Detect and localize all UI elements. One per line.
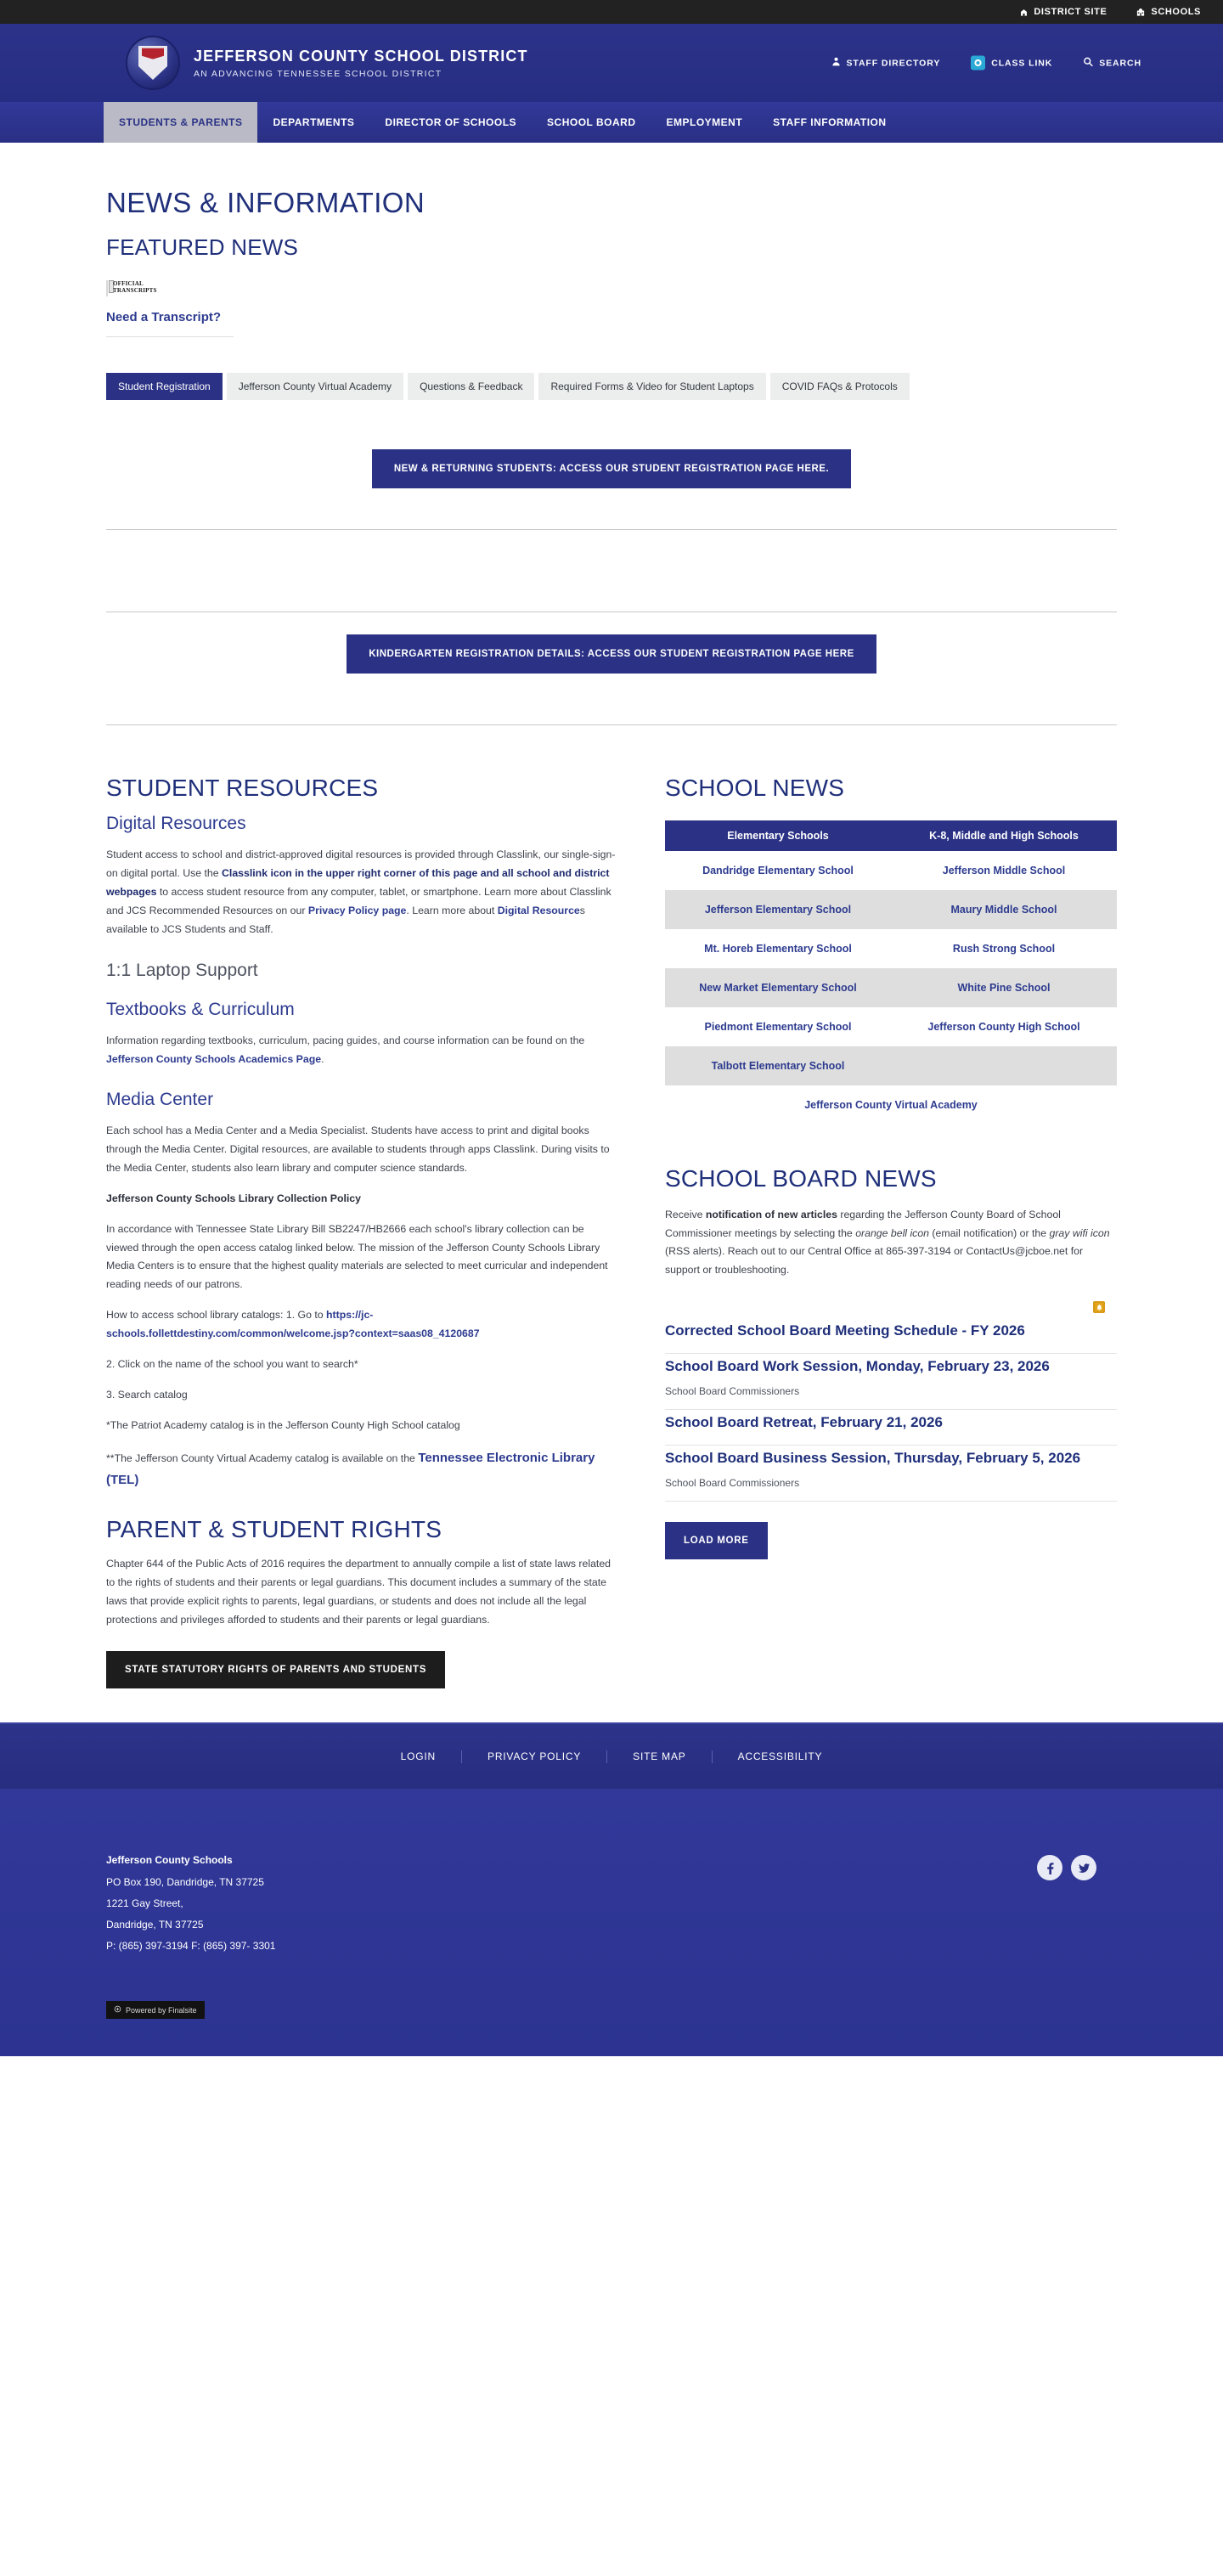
content-columns xyxy=(106,775,1117,1688)
footer-nav xyxy=(375,1750,848,1762)
main-navigation xyxy=(0,102,1223,143)
school-cell[interactable] xyxy=(665,929,891,968)
district-crest-icon xyxy=(126,36,180,90)
dr-text-4: s available to JCS Students and Staff. xyxy=(106,904,585,935)
library-note-1: *The Patriot Academy catalog is in the Jefferson County High School catalog xyxy=(106,1418,460,1431)
board-article-link[interactable]: School Board Retreat, February 21, 2026 xyxy=(665,1413,943,1430)
class-link-label: CLASS LINK xyxy=(991,58,1053,68)
textbooks-paragraph xyxy=(106,1032,616,1069)
staff-directory-label: STAFF DIRECTORY xyxy=(846,58,941,68)
user-icon xyxy=(831,57,841,70)
finalsite-logo-icon xyxy=(114,2005,121,2015)
school-cell[interactable] xyxy=(891,968,1117,1007)
nav-label: STAFF INFORMATION xyxy=(773,116,887,128)
sbn-text-2: regarding the Jefferson County Board of School Commissioner meetings by selecting the xyxy=(665,1209,1061,1239)
kindergarten-registration-cta-button[interactable]: KINDERGARTEN REGISTRATION DETAILS: ACCESS OUR STUDENT REGISTRATION PAGE HERE xyxy=(347,634,876,674)
academics-page-link[interactable]: Jefferson County Schools Academics Page xyxy=(106,1053,322,1066)
library-note-2 xyxy=(106,1447,616,1492)
school-link[interactable]: Jefferson County Virtual Academy xyxy=(804,1099,978,1111)
featured-news-title: FEATURED NEWS xyxy=(106,234,299,260)
home-icon xyxy=(1019,8,1029,17)
tb-text-1: Information regarding textbooks, curriculum, pacing guides, and course information can be found on the xyxy=(106,1034,585,1047)
school-link[interactable]: Dandridge Elementary School xyxy=(702,865,854,877)
table-row xyxy=(665,1085,1117,1125)
footer-address-line-2: 1221 Gay Street, xyxy=(106,1897,183,1909)
state-statutory-rights-button[interactable]: STATE STATUTORY RIGHTS OF PARENTS AND STUDENTS xyxy=(106,1651,445,1688)
media-center-heading: Media Center xyxy=(106,1090,214,1110)
board-article-meta: School Board Commissioners xyxy=(665,1384,800,1397)
divider-3 xyxy=(106,724,1117,725)
table-row xyxy=(665,851,1117,890)
brand-title: JEFFERSON COUNTY SCHOOL DISTRICT xyxy=(194,48,528,65)
sbn-italic-1: orange bell icon xyxy=(855,1226,930,1239)
sbn-text-3: (email notification) or the xyxy=(929,1226,1050,1239)
school-link[interactable]: Mt. Horeb Elementary School xyxy=(704,943,852,955)
school-cell[interactable] xyxy=(891,1007,1117,1046)
nav-label: DEPARTMENTS xyxy=(273,116,355,128)
media-center-paragraph-1: Each school has a Media Center and a Media Specialist. Students have access to print and digital books through the Media Center. Digital resources, are available to students through apps Classlink. During visits to the Media Center, students also learn library and computer science standards. xyxy=(106,1125,610,1174)
footer-link-site-map[interactable]: SITE MAP xyxy=(607,1750,712,1762)
sbn-bold-1: notification of new articles xyxy=(705,1209,837,1220)
privacy-policy-link[interactable]: Privacy Policy page xyxy=(307,904,407,916)
school-link[interactable]: Jefferson Middle School xyxy=(942,865,1066,877)
tab-jefferson-county-virtual-academy[interactable]: Jefferson County Virtual Academy xyxy=(227,373,403,400)
brand-subtitle: AN ADVANCING TENNESSEE SCHOOL DISTRICT xyxy=(194,68,442,79)
page-body xyxy=(0,187,1223,1722)
media-center-paragraph-2: In accordance with Tennessee State Library Bill SB2247/HB2666 each school's library collection can be viewed through the open access catalog linked below. The mission of the Jefferson County Schools Library Media Centers is to ensure that the highest quality materials are selected to meet curricular and independent reading needs of our patrons. xyxy=(106,1222,608,1291)
school-cell[interactable] xyxy=(665,968,891,1007)
schools-table xyxy=(665,820,1117,1125)
footer-link-accessibility[interactable]: ACCESSIBILITY xyxy=(737,1750,823,1763)
news-column xyxy=(665,775,1117,1559)
footer-address-line-3: Dandridge, TN 37725 xyxy=(106,1918,204,1931)
school-cell[interactable] xyxy=(665,851,891,890)
school-link[interactable]: Rush Strong School xyxy=(952,943,1056,955)
footer-link-privacy-policy[interactable]: PRIVACY POLICY xyxy=(462,1750,607,1762)
school-board-news-title: SCHOOL BOARD NEWS xyxy=(665,1165,937,1192)
school-cell[interactable] xyxy=(891,851,1117,890)
schools-label: SCHOOLS xyxy=(1151,7,1201,17)
digital-resources-paragraph xyxy=(106,846,616,939)
search-link[interactable] xyxy=(1083,57,1141,70)
school-cell-empty xyxy=(891,1046,1117,1085)
school-link[interactable]: White Pine School xyxy=(957,982,1051,994)
footer-link-login[interactable]: LOGIN xyxy=(375,1750,462,1762)
topic-tab-list xyxy=(106,373,955,400)
staff-directory-link[interactable] xyxy=(831,57,941,70)
sbn-italic-2: gray wifi icon xyxy=(1049,1226,1110,1239)
tab-questions-feedback[interactable]: Questions & Feedback xyxy=(408,373,534,400)
school-news-title: SCHOOL NEWS xyxy=(665,775,845,801)
column-header-middle-high: K-8, Middle and High Schools xyxy=(891,820,1117,851)
schools-link[interactable] xyxy=(1136,7,1201,17)
school-cell[interactable] xyxy=(665,1046,891,1085)
twitter-icon[interactable] xyxy=(1071,1855,1096,1880)
school-link[interactable]: Jefferson County High School xyxy=(927,1021,1080,1033)
facebook-icon[interactable] xyxy=(1037,1855,1062,1880)
dr-text-3: . Learn more about xyxy=(406,904,498,916)
nav-item-staff-information[interactable] xyxy=(758,102,901,143)
school-link[interactable]: Jefferson Elementary School xyxy=(704,904,852,916)
table-row xyxy=(665,929,1117,968)
tab-student-registration[interactable]: Student Registration xyxy=(106,373,223,400)
tb-text-2: . xyxy=(321,1053,324,1066)
spacer-2 xyxy=(106,674,1117,724)
sbn-text-1: Receive xyxy=(665,1209,706,1220)
search-label: SEARCH xyxy=(1099,58,1141,68)
school-board-news-intro xyxy=(665,1206,1117,1279)
howto-prefix: How to access school library catalogs: 1. Go to xyxy=(106,1309,327,1322)
school-link[interactable]: Maury Middle School xyxy=(950,904,1057,916)
district-site-link[interactable] xyxy=(1019,7,1107,17)
tab-covid-faqs-protocols[interactable]: COVID FAQs & Protocols xyxy=(770,373,910,400)
table-row xyxy=(665,1007,1117,1046)
list-item xyxy=(665,1322,1117,1354)
dr-text-1: Student access to school and district-approved digital resources is provided through Classlink, our single-sign-on digital portal. Use the xyxy=(106,848,616,879)
search-icon xyxy=(1083,57,1093,70)
digital-resources-link[interactable]: Digital Resource xyxy=(497,904,580,916)
board-article-link[interactable]: Corrected School Board Meeting Schedule - FY 2026 xyxy=(665,1322,1025,1339)
school-link[interactable]: Talbott Elementary School xyxy=(711,1060,845,1072)
school-cell[interactable] xyxy=(665,890,891,929)
page-title: NEWS & INFORMATION xyxy=(106,187,426,218)
library-collection-policy-heading: Jefferson County Schools Library Collection Policy xyxy=(106,1192,361,1204)
note-2-prefix: **The Jefferson County Virtual Academy catalog is available on the xyxy=(106,1451,419,1464)
tab-required-forms-video[interactable]: Required Forms & Video for Student Laptops xyxy=(538,373,765,400)
cta-block-kindergarten xyxy=(106,634,1117,674)
footer-nav-bar xyxy=(0,1722,1223,1789)
featured-news-headline[interactable]: Need a Transcript? xyxy=(106,310,222,324)
load-more-button[interactable]: LOAD MORE xyxy=(665,1522,768,1559)
powered-by-finalsite-link[interactable] xyxy=(106,2001,205,2019)
social-links xyxy=(1037,1855,1096,1880)
footer-address xyxy=(106,1850,1117,1957)
nav-item-students-parents[interactable] xyxy=(104,102,257,143)
district-site-label: DISTRICT SITE xyxy=(1034,7,1107,17)
subscribe-row xyxy=(665,1301,1117,1318)
nav-item-employment[interactable] xyxy=(651,102,758,143)
nav-item-director-of-schools[interactable] xyxy=(369,102,532,143)
utility-bar xyxy=(0,0,1223,24)
column-header-elementary: Elementary Schools xyxy=(665,820,891,851)
footer-phone: P: (865) 397-3194 F: (865) 397- 3301 xyxy=(106,1940,276,1953)
spacer-1 xyxy=(106,530,1117,612)
sbn-text-4: (RSS alerts). Reach out to our Central Office at 865-397-3194 or ContactUs@jcboe.net for support or troubleshooting. xyxy=(665,1245,1084,1276)
school-link[interactable]: New Market Elementary School xyxy=(699,982,857,994)
bell-icon[interactable] xyxy=(1093,1301,1105,1313)
parent-rights-paragraph: Chapter 644 of the Public Acts of 2016 requires the department to annually compile a list of state laws related to the rights of students and their parents or legal guardians. This document includes a summary of the state laws that provide explicit rights to parents, legal guardians, or students and does not include all the legal protections and privileges afforded to students and their parents or legal guardians. xyxy=(106,1557,612,1626)
library-step-3: 3. Search catalog xyxy=(106,1388,188,1401)
textbooks-curriculum-heading: Textbooks & Curriculum xyxy=(106,1000,295,1020)
student-registration-cta-button[interactable]: NEW & RETURNING STUDENTS: ACCESS OUR STUDENT REGISTRATION PAGE HERE. xyxy=(372,449,851,488)
list-item xyxy=(665,1357,1117,1410)
nav-label: STUDENTS & PARENTS xyxy=(119,116,243,128)
footer-address-line-1: PO Box 190, Dandridge, TN 37725 xyxy=(106,1875,264,1888)
parent-rights-title: PARENT & STUDENT RIGHTS xyxy=(106,1515,442,1542)
featured-news-card xyxy=(106,281,352,337)
nav-label: SCHOOL BOARD xyxy=(547,116,636,128)
site-header xyxy=(0,24,1223,102)
nav-item-departments[interactable] xyxy=(257,102,369,143)
list-item xyxy=(665,1413,1117,1446)
brand-logo-link[interactable] xyxy=(126,36,528,90)
featured-divider xyxy=(106,336,234,337)
tennessee-electronic-library-link[interactable]: Tennessee Electronic Library (TEL) xyxy=(106,1450,595,1488)
nav-label: EMPLOYMENT xyxy=(666,116,743,128)
header-actions xyxy=(831,56,1141,70)
table-row xyxy=(665,890,1117,929)
student-resources-column xyxy=(106,775,616,1688)
student-resources-title: STUDENT RESOURCES xyxy=(106,775,379,801)
board-article-link[interactable]: School Board Business Session, Thursday, February 5, 2026 xyxy=(665,1449,1081,1466)
footer-main xyxy=(0,1789,1223,2056)
follett-destiny-link[interactable]: https://jc-schools.follettdestiny.com/common/welcome.jsp?context=saas08_4120687 xyxy=(106,1309,480,1339)
powered-by-label: Powered by Finalsite xyxy=(126,2005,197,2015)
cta-block-registration xyxy=(106,449,1117,488)
school-cell[interactable] xyxy=(891,890,1117,929)
classlink-icon xyxy=(971,56,985,70)
library-howto xyxy=(106,1306,616,1344)
laptop-support-heading: 1:1 Laptop Support xyxy=(106,961,258,981)
board-article-meta: School Board Commissioners xyxy=(665,1476,800,1489)
school-link[interactable]: Piedmont Elementary School xyxy=(704,1021,852,1033)
dr-text-2: to access student resource from any computer, tablet, or smartphone. Learn more about Classlink and JCS Recommended Resources on our xyxy=(106,885,612,916)
school-cell[interactable] xyxy=(665,1007,891,1046)
table-row xyxy=(665,968,1117,1007)
featured-news-thumbnail[interactable] xyxy=(106,280,108,296)
list-item xyxy=(665,1449,1117,1502)
table-row xyxy=(665,1046,1117,1085)
nav-item-school-board[interactable] xyxy=(532,102,651,143)
schools-table-header-row xyxy=(665,820,1117,851)
library-step-2: 2. Click on the name of the school you want to search* xyxy=(106,1357,358,1370)
board-article-link[interactable]: School Board Work Session, Monday, February 23, 2026 xyxy=(665,1358,1050,1374)
school-cell[interactable] xyxy=(665,1085,1117,1125)
digital-resources-heading: Digital Resources xyxy=(106,814,246,833)
class-link-link[interactable] xyxy=(971,56,1052,70)
nav-label: DIRECTOR OF SCHOOLS xyxy=(385,116,517,128)
dr-bold-1: Classlink icon in the upper right corner of this page and all school and district webpages xyxy=(106,866,610,898)
school-cell[interactable] xyxy=(891,929,1117,968)
footer-org-name: Jefferson County Schools xyxy=(106,1854,233,1867)
schools-icon xyxy=(1136,8,1146,17)
